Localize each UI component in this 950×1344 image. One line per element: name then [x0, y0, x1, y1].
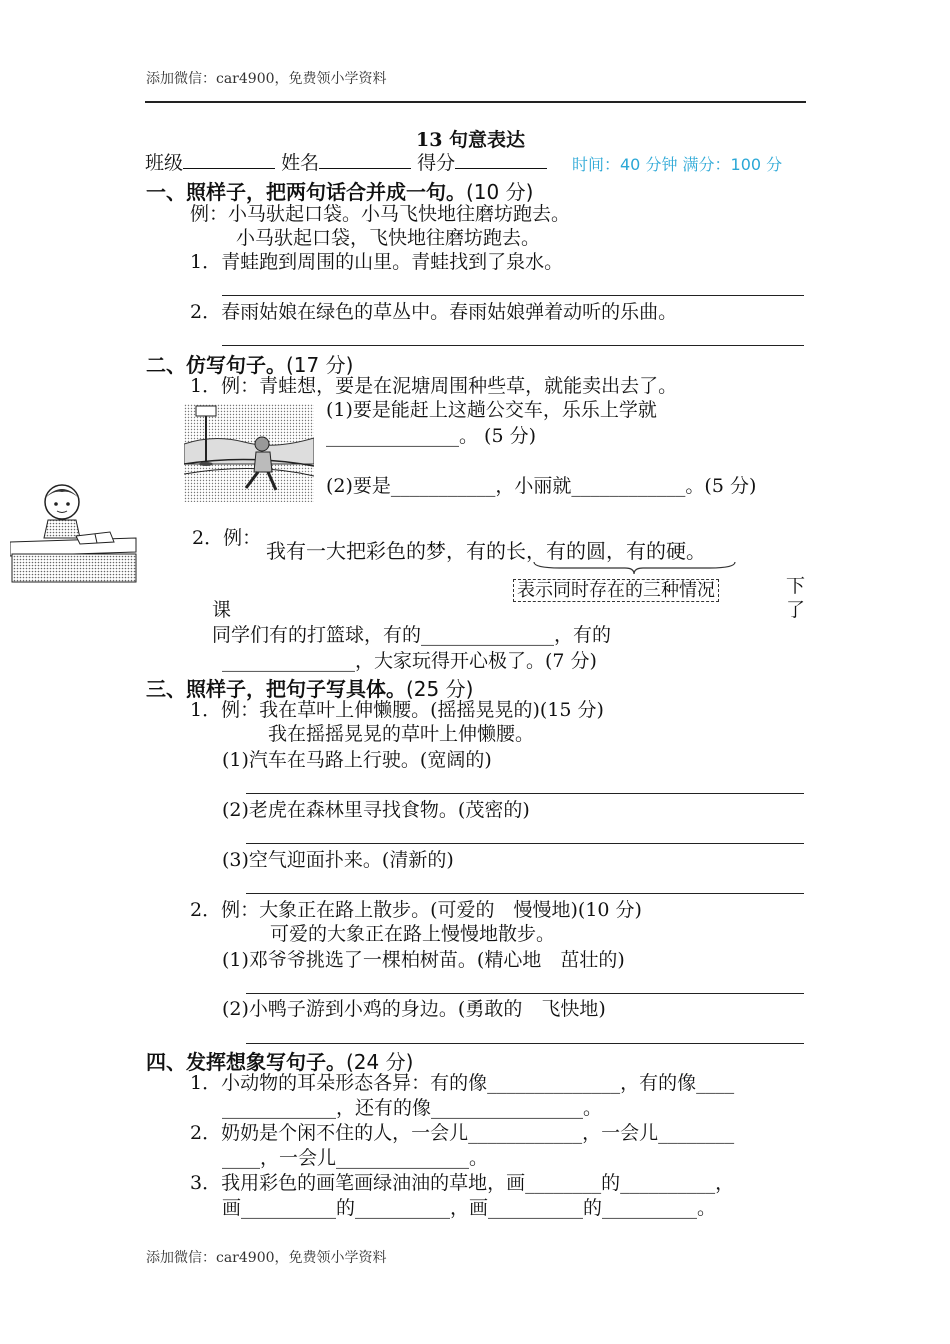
bus-stop-illustration — [184, 404, 314, 502]
s4-q3-line-2: 画__________的__________，画__________的__________。 — [222, 1197, 717, 1219]
girl-reading-illustration — [10, 480, 138, 584]
score-label: 得分 — [417, 152, 456, 174]
s3-q1-example-answer: 我在摇摇晃晃的草叶上伸懒腰。 — [268, 723, 535, 745]
s1-q1-answer-line[interactable] — [222, 295, 804, 296]
s3-q1-2-answer-line[interactable] — [246, 843, 804, 844]
s2-q2-brace — [530, 560, 740, 576]
section-4-title: 四、发挥想象写句子。 — [146, 1050, 346, 1074]
section-2-points: (17 分) — [286, 353, 354, 377]
name-field[interactable] — [319, 150, 411, 169]
s2-q2-side-2: 了 — [786, 599, 806, 621]
s2-question-2-label: 2．例： — [192, 527, 262, 549]
s2-q2-note-text: 表示同时存在的三种情况 — [513, 579, 719, 602]
footer-text: 添加微信：car4900，免费领小学资料 — [146, 1250, 387, 1266]
s2-question-1: 1．例：青蛙想，要是在泥塘周围种些草，就能卖出去了。 — [190, 375, 678, 397]
info-line — [145, 150, 547, 175]
s2-q2-ke: 课 — [212, 599, 232, 621]
class-field[interactable] — [183, 150, 275, 169]
s4-q1-line-1: 1．小动物的耳朵形态各异：有的像______________，有的像____ — [190, 1072, 735, 1094]
s3-q2-1: (1)邓爷爷挑选了一棵柏树苗。(精心地 茁壮的) — [222, 949, 625, 971]
s3-question-1: 1．例：我在草叶上伸懒腰。(摇摇晃晃的)(15 分) — [190, 699, 604, 721]
s3-q1-3-answer-line[interactable] — [246, 893, 804, 894]
section-1-heading — [146, 176, 533, 205]
s2-q2-side-1: 下 — [786, 575, 806, 597]
s1-q2-answer-line[interactable] — [222, 345, 804, 346]
s3-q2-1-answer-line[interactable] — [246, 993, 804, 994]
section-3-points: (25 分) — [406, 677, 474, 701]
score-field[interactable] — [455, 150, 547, 169]
s1-question-1: 1．青蛙跑到周围的山里。青蛙找到了泉水。 — [190, 251, 564, 273]
s3-q1-1: (1)汽车在马路上行驶。(宽阔的) — [222, 749, 492, 771]
s2-q2-line-2: ______________，大家玩得开心极了。(7 分) — [222, 650, 597, 672]
header-text: 添加微信：car4900，免费领小学资料 — [146, 71, 387, 87]
s1-question-2: 2．春雨姑娘在绿色的草丛中。春雨姑娘弹着动听的乐曲。 — [190, 301, 678, 323]
section-1-points: (10 分) — [466, 180, 534, 204]
s2-q1-part1-line2: ______________。 (5 分) — [326, 425, 536, 447]
section-4-points: (24 分) — [346, 1050, 414, 1074]
s3-q2-2-answer-line[interactable] — [246, 1043, 804, 1044]
s3-question-2: 2．例：大象正在路上散步。(可爱的 慢慢地)(10 分) — [190, 899, 642, 921]
class-label: 班级 — [145, 152, 184, 174]
s1-example-2: 小马驮起口袋，飞快地往磨坊跑去。 — [236, 227, 541, 249]
s2-q2-example-text: 我有一大把彩色的梦，有的长，有的圆，有的硬。 — [266, 539, 706, 563]
s4-q2-line-1: 2．奶奶是个闲不住的人，一会儿____________，一会儿________ — [190, 1122, 735, 1144]
s2-q1-part2: (2)要是___________，小丽就____________。(5 分) — [326, 475, 757, 497]
s2-q1-part1-line1: (1)要是能赶上这趟公交车，乐乐上学就 — [326, 399, 657, 421]
s2-q2-line-1: 同学们有的打篮球，有的______________，有的 — [212, 624, 612, 646]
section-2-title: 二、仿写句子。 — [146, 353, 286, 377]
s3-q2-2: (2)小鸭子游到小鸡的身边。(勇敢的 飞快地) — [222, 998, 606, 1020]
s3-q1-2: (2)老虎在森林里寻找食物。(茂密的) — [222, 799, 530, 821]
s3-q1-3: (3)空气迎面扑来。(清新的) — [222, 849, 454, 871]
s1-example-1: 例：小马驮起口袋。小马飞快地往磨坊跑去。 — [190, 203, 571, 225]
s2-q2-note — [513, 576, 719, 602]
page-title: 13 句意表达 — [416, 129, 526, 151]
s4-q3-line-1: 3．我用彩色的画笔画绿油油的草地，画________的__________， — [190, 1172, 735, 1194]
s3-q1-1-answer-line[interactable] — [246, 793, 804, 794]
name-label: 姓名 — [281, 152, 320, 174]
time-score-note: 时间：40 分钟 满分：100 分 — [572, 155, 783, 174]
s3-q2-example-answer: 可爱的大象正在路上慢慢地散步。 — [270, 923, 556, 945]
section-3-title: 三、照样子，把句子写具体。 — [146, 677, 406, 701]
header-rule — [145, 101, 806, 103]
s4-q1-line-2: ____________，还有的像________________。 — [222, 1097, 603, 1119]
s4-q2-line-2: ____，一会儿______________。 — [222, 1147, 489, 1169]
section-1-title: 一、照样子，把两句话合并成一句。 — [146, 180, 466, 204]
